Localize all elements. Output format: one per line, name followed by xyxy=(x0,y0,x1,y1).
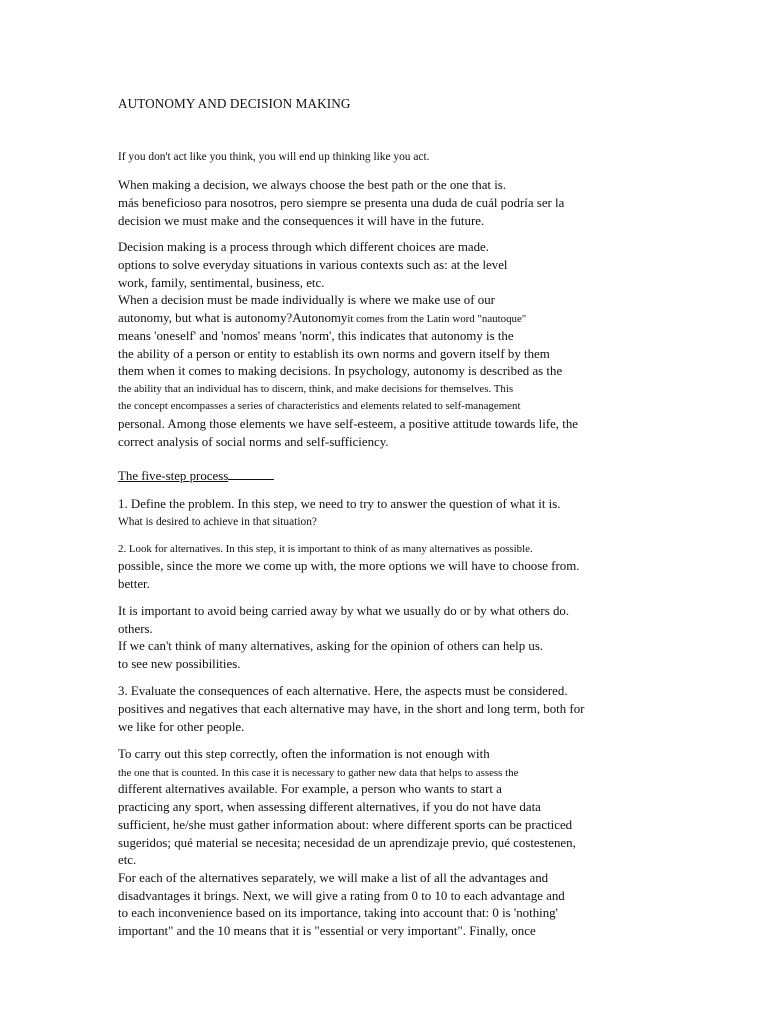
text-line xyxy=(118,310,526,327)
text-line: decision we must make and the consequences it will have in the future. xyxy=(118,214,485,228)
text-line: positives and negatives that each alternative may have, in the short and long term, both for xyxy=(118,702,585,716)
text-line: más beneficioso para nosotros, pero siempre se presenta una duda de cuál podría ser la xyxy=(118,196,565,210)
text-line: When making a decision, we always choose the best path or the one that is. xyxy=(118,178,507,192)
text-line: the ability of a person or entity to establish its own norms and govern itself by them xyxy=(118,347,550,361)
text-line: others. xyxy=(118,622,153,636)
text-line: the ability that an individual has to discern, think, and make decisions for themselves. This xyxy=(118,383,514,395)
text-line: It is important to avoid being carried away by what we usually do or by what others do. xyxy=(118,604,570,618)
text-line: If we can't think of many alternatives, asking for the opinion of others can help us. xyxy=(118,639,544,653)
text-line: means 'oneself' and 'nomos' means 'norm', this indicates that autonomy is the xyxy=(118,329,514,343)
text-line: important" and the 10 means that it is "essential or very important". Finally, once xyxy=(118,924,536,938)
epigraph-quote: If you don't act like you think, you will end up thinking like you act. xyxy=(118,151,430,163)
text-line: options to solve everyday situations in various contexts such as: at the level xyxy=(118,258,508,272)
text-line: to see new possibilities. xyxy=(118,657,241,671)
text-line: 3. Evaluate the consequences of each alternative. Here, the aspects must be considered. xyxy=(118,684,568,698)
text-line: When a decision must be made individually is where we make use of our xyxy=(118,293,495,307)
text-line: possible, since the more we come up with, the more options we will have to choose from. xyxy=(118,559,580,573)
section-heading xyxy=(118,468,274,484)
text-line: to each inconvenience based on its importance, taking into account that: 0 is 'nothing' xyxy=(118,906,558,920)
text-line: the one that is counted. In this case it is necessary to gather new data that helps to assess the xyxy=(118,767,519,779)
text-segment-small: it comes from the Latin word "nautoque" xyxy=(347,313,527,325)
text-line: the concept encompasses a series of characteristics and elements related to self-management xyxy=(118,400,521,412)
text-line: sufficient, he/she must gather information about: where different sports can be practiced xyxy=(118,818,573,832)
document-title: AUTONOMY AND DECISION MAKING xyxy=(118,96,351,111)
text-line: etc. xyxy=(118,853,137,867)
text-line: Decision making is a process through which different choices are made. xyxy=(118,240,489,254)
heading-underline-rule xyxy=(228,468,274,480)
text-line: correct analysis of social norms and self-sufficiency. xyxy=(118,435,389,449)
section-heading-text: The five-step process xyxy=(118,469,229,483)
text-line: different alternatives available. For example, a person who wants to start a xyxy=(118,782,502,796)
text-line: To carry out this step correctly, often the information is not enough with xyxy=(118,747,490,761)
text-line: 1. Define the problem. In this step, we need to try to answer the question of what it is. xyxy=(118,497,561,511)
text-line: What is desired to achieve in that situation? xyxy=(118,516,317,528)
text-line: practicing any sport, when assessing different alternatives, if you do not have data xyxy=(118,800,541,814)
text-line: work, family, sentimental, business, etc. xyxy=(118,276,325,290)
text-line: sugeridos; qué material se necesita; necesidad de un aprendizaje previo, qué costestenen, xyxy=(118,836,576,850)
text-line: personal. Among those elements we have self-esteem, a positive attitude towards life, the xyxy=(118,417,578,431)
text-line: them when it comes to making decisions. In psychology, autonomy is described as the xyxy=(118,364,563,378)
text-line: disadvantages it brings. Next, we will give a rating from 0 to 10 to each advantage and xyxy=(118,889,565,903)
text-line: 2. Look for alternatives. In this step, it is important to think of as many alternatives as possible. xyxy=(118,543,533,555)
text-segment: autonomy, but what is autonomy?Autonomy xyxy=(118,311,348,325)
text-line: we like for other people. xyxy=(118,720,245,734)
text-line: better. xyxy=(118,577,150,591)
text-line: For each of the alternatives separately, we will make a list of all the advantages and xyxy=(118,871,549,885)
